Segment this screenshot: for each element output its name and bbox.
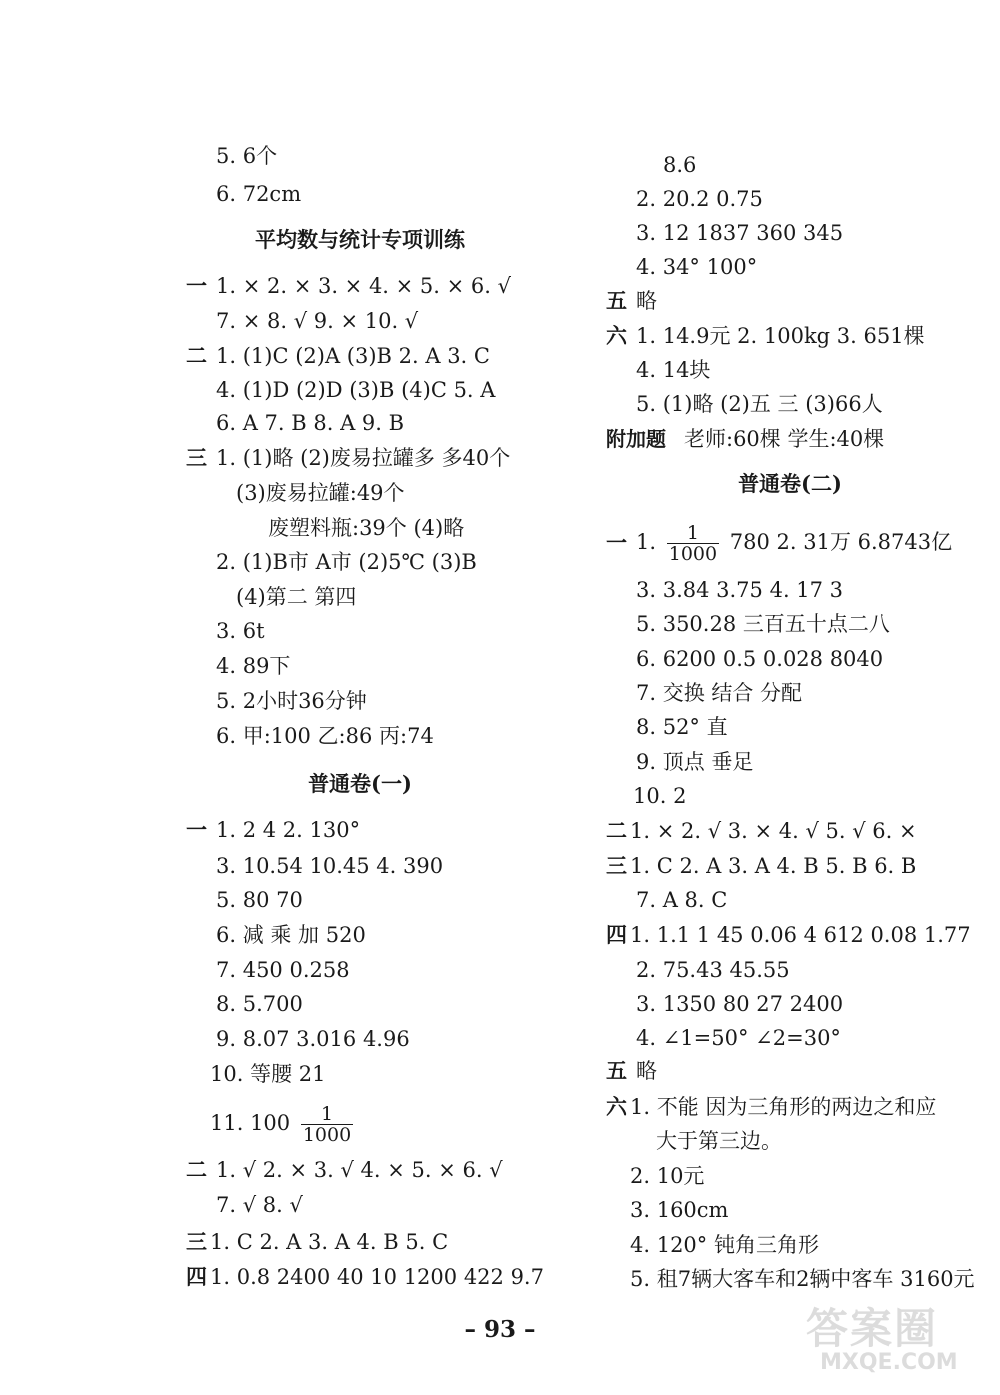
answer-line: [636, 523, 952, 564]
answer-text: 780 2. 31万 6.8743亿: [729, 530, 953, 554]
fraction-numerator: 1: [301, 1104, 353, 1125]
fraction-numerator: 1: [667, 523, 719, 544]
section-number: 六: [606, 1094, 627, 1119]
answer-line: 5. 租7辆大客车和2辆中客车 3160元: [630, 1267, 975, 1291]
answer-line: (3)废易拉罐:49个: [236, 481, 405, 505]
section-number: 一: [186, 817, 207, 842]
section-number: 五: [606, 1058, 627, 1083]
answer-line: 6. 72cm: [216, 182, 302, 206]
answer-line: 7. A 8. C: [636, 888, 728, 912]
answer-line: 5. 2小时36分钟: [216, 689, 367, 713]
answer-line: 5. 6个: [216, 144, 278, 168]
answer-line: 1. 不能 因为三角形的两边之和应: [630, 1095, 937, 1119]
answer-line: 3. 12 1837 360 345: [636, 221, 844, 245]
answer-line: 3. 160cm: [630, 1198, 729, 1222]
watermark-text: 答案圈: [806, 1304, 939, 1353]
answer-line: 5. 80 70: [216, 888, 303, 912]
section-number: 四: [186, 1264, 207, 1289]
section-number: 五: [606, 288, 627, 313]
answer-line: 2. (1)B市 A市 (2)5℃ (3)B: [216, 550, 477, 574]
fraction-denominator: 1000: [302, 1124, 352, 1146]
answer-line: [210, 1104, 357, 1145]
answer-text: 11. 100: [210, 1111, 291, 1135]
answer-line: 1. × 2. √ 3. × 4. √ 5. √ 6. ×: [630, 819, 917, 843]
answer-line: 1. 1.1 1 45 0.06 4 612 0.08 1.77: [630, 923, 971, 947]
answer-line: 4. 120° 钝角三角形: [630, 1233, 819, 1257]
section-number: 二: [186, 343, 207, 368]
section-number: 三: [186, 445, 207, 470]
fraction: [667, 523, 719, 564]
answer-line: 4. (1)D (2)D (3)B (4)C 5. A: [216, 378, 496, 402]
answer-line: 1. √ 2. × 3. √ 4. × 5. × 6. √: [216, 1158, 503, 1182]
answer-line: 1. C 2. A 3. A 4. B 5. C: [210, 1230, 449, 1254]
answer-line: 6. 减 乘 加 520: [216, 923, 366, 947]
answer-line: 9. 顶点 垂足: [636, 750, 754, 774]
answer-line: 1. 0.8 2400 40 10 1200 422 9.7: [210, 1265, 544, 1289]
answer-line: 2. 20.2 0.75: [636, 187, 763, 211]
answer-line: 7. √ 8. √: [216, 1193, 303, 1217]
answer-line: 5. 350.28 三百五十点二八: [636, 612, 890, 636]
answer-line: 1. 14.9元 2. 100kg 3. 651棵: [636, 324, 925, 348]
section-number: 附加题: [606, 427, 666, 451]
answer-line: 4. 34° 100°: [636, 255, 758, 279]
answer-line: 4. 14块: [636, 358, 711, 382]
answer-line: (4)第二 第四: [236, 585, 357, 609]
answer-line: 10. 2: [633, 784, 687, 808]
answer-line: 5. (1)略 (2)五 三 (3)66人: [636, 392, 883, 416]
answer-line: 2. 75.43 45.55: [636, 958, 790, 982]
answer-text: 1.: [636, 530, 657, 554]
answer-line: 1. C 2. A 3. A 4. B 5. B 6. B: [630, 854, 917, 878]
page-number: – 93 –: [464, 1316, 536, 1343]
answer-line: 8.6: [663, 153, 697, 177]
answer-line: 8. 5.700: [216, 992, 303, 1016]
answer-line: 6. 6200 0.5 0.028 8040: [636, 647, 884, 671]
answer-line: 3. 1350 80 27 2400: [636, 992, 844, 1016]
answer-line: 7. 交换 结合 分配: [636, 681, 803, 705]
fraction-denominator: 1000: [668, 543, 718, 565]
fraction: [301, 1104, 353, 1145]
answer-line: 2. 10元: [630, 1164, 705, 1188]
answer-line: 10. 等腰 21: [210, 1062, 326, 1086]
answer-line: 大于第三边。: [656, 1129, 782, 1153]
answer-line: 7. 450 0.258: [216, 958, 350, 982]
answer-line: 4. ∠1=50° ∠2=30°: [636, 1026, 841, 1050]
answer-line: 1. 2 4 2. 130°: [216, 818, 361, 842]
answer-line: 1. × 2. × 3. × 4. × 5. × 6. √: [216, 274, 512, 298]
section-number: 一: [186, 273, 207, 298]
section-number: 四: [606, 922, 627, 947]
answer-line: 7. × 8. √ 9. × 10. √: [216, 309, 419, 333]
section-number: 一: [606, 530, 627, 555]
answer-line: 6. 甲:100 乙:86 丙:74: [216, 724, 434, 748]
section-heading: 平均数与统计专项训练: [255, 227, 465, 252]
answer-line: 3. 6t: [216, 619, 265, 643]
section-number: 三: [606, 853, 627, 878]
answer-line: 老师:60棵 学生:40棵: [684, 427, 885, 451]
answer-line: 9. 8.07 3.016 4.96: [216, 1027, 410, 1051]
watermark-url: MXQE.COM: [820, 1350, 958, 1375]
section-number: 二: [186, 1157, 207, 1182]
answer-line: 8. 52° 直: [636, 715, 728, 739]
answer-line: 3. 3.84 3.75 4. 17 3: [636, 578, 844, 602]
answer-line: 1. (1)略 (2)废易拉罐多 多40个: [216, 446, 511, 470]
section-number: 三: [186, 1229, 207, 1254]
answer-line: 4. 89下: [216, 654, 291, 678]
answer-line: 3. 10.54 10.45 4. 390: [216, 854, 444, 878]
answer-line: 废塑料瓶:39个 (4)略: [268, 516, 465, 540]
section-heading: 普通卷(一): [308, 771, 412, 796]
answer-line: 略: [636, 1059, 657, 1083]
answer-line: 6. A 7. B 8. A 9. B: [216, 411, 405, 435]
answer-line: 略: [636, 289, 657, 313]
answer-line: 1. (1)C (2)A (3)B 2. A 3. C: [216, 344, 490, 368]
section-number: 六: [606, 323, 627, 348]
section-number: 二: [606, 818, 627, 843]
watermark-logo: [800, 1296, 990, 1386]
section-heading: 普通卷(二): [738, 471, 842, 496]
